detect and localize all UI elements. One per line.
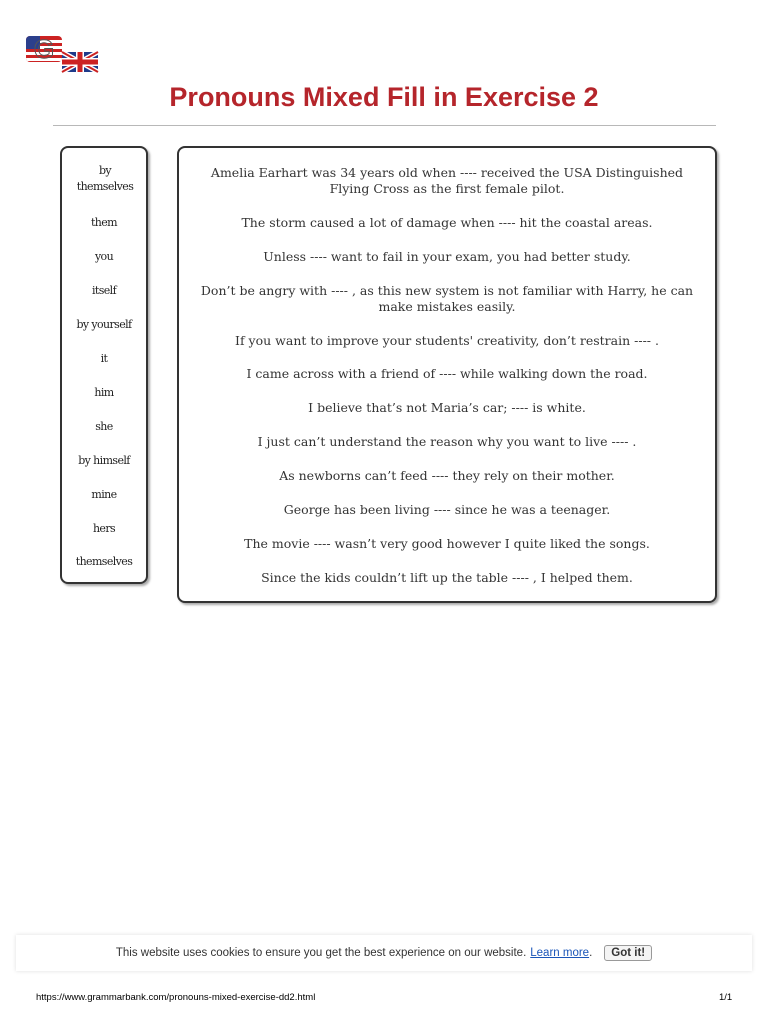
cookie-message: This website uses cookies to ensure you get the best experience on our website. — [115, 947, 527, 959]
exercise-sentence: I came across with a friend of ---- while walking down the road. — [246, 366, 648, 381]
exercise-sentence: George has been living ---- since he was a teenager. — [283, 502, 611, 517]
page-title: Pronouns Mixed Fill in Exercise 2 — [169, 82, 599, 112]
word-bank-item: by themselves — [76, 164, 134, 193]
exercise-sentence: I just can’t understand the reason why you want to live ---- . — [257, 434, 637, 449]
word-bank-item: them — [90, 216, 118, 229]
exercise-sentence: Don’t be angry with ---- , as this new system is not familiar with Harry, he can make mistakes easily. — [200, 283, 694, 314]
footer-page-number: 1/1 — [719, 992, 733, 1003]
exercise-sentence: Unless ---- want to fail in your exam, you had better study. — [263, 249, 631, 264]
logo-letter: G — [33, 36, 55, 64]
cookie-banner: This website uses cookies to ensure you get the best experience on our website. Learn more . Got it! — [16, 935, 752, 971]
got-it-button[interactable]: Got it! — [604, 945, 652, 961]
word-bank-item: hers — [92, 522, 116, 535]
word-bank-item: mine — [91, 488, 117, 501]
word-bank-item: she — [95, 420, 113, 433]
word-bank-item: themselves — [75, 555, 133, 568]
word-bank-item: it — [100, 352, 108, 365]
site-logo[interactable] — [26, 36, 100, 76]
word-bank-item: him — [94, 386, 114, 399]
footer-url: https://www.grammarbank.com/pronouns-mixed-exercise-dd2.html — [36, 992, 316, 1003]
flag-logo-icon — [26, 36, 100, 76]
exercise-sentence: Amelia Earhart was 34 years old when ---- received the USA Distinguished Flying Cross as the first female pilot. — [210, 165, 684, 196]
exercise-sentence: As newborns can’t feed ---- they rely on their mother. — [279, 468, 615, 483]
exercise-sentences — [177, 146, 717, 603]
title-divider — [53, 125, 716, 126]
exercise-sentence: The storm caused a lot of damage when ---- hit the coastal areas. — [241, 215, 653, 230]
exercise-sentence: Since the kids couldn’t lift up the table ---- , I helped them. — [261, 570, 633, 585]
exercise-sentence: If you want to improve your students' creativity, don’t restrain ---- . — [235, 333, 659, 348]
word-bank-item: you — [94, 250, 114, 263]
word-bank-item: itself — [91, 284, 117, 297]
learn-more-link[interactable]: Learn more — [530, 947, 590, 959]
word-bank-item: by himself — [78, 454, 130, 467]
exercise-sentence: I believe that’s not Maria’s car; ---- is white. — [308, 400, 586, 415]
word-bank-item: by yourself — [76, 318, 132, 331]
exercise-sentence: The movie ---- wasn’t very good however I quite liked the songs. — [244, 536, 650, 551]
word-bank — [60, 146, 148, 584]
